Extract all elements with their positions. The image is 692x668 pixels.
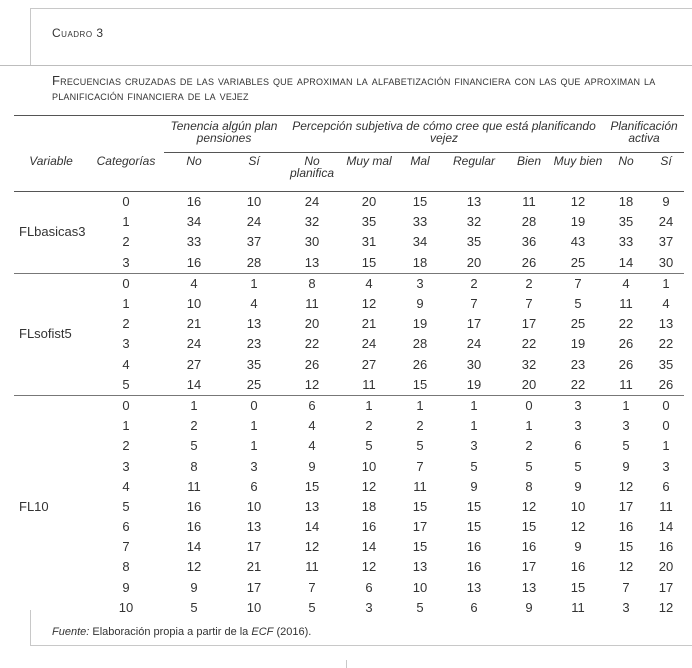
frequency-cell: 2: [416, 418, 424, 434]
frequency-cell: 26: [521, 254, 537, 270]
source-note: [52, 626, 311, 638]
frequency-cell: 12: [570, 194, 586, 210]
table-row: [14, 212, 684, 232]
frequency-cell: 7: [525, 296, 533, 312]
frequency-cell: 5: [622, 438, 630, 454]
frequency-cell: 12: [521, 498, 537, 514]
frequency-cell: 1: [662, 438, 670, 454]
frequency-cell: 10: [361, 458, 377, 474]
frequency-cell: 16: [466, 539, 482, 555]
frequency-cell: 1: [340, 395, 398, 416]
category-cell: 0: [122, 194, 130, 210]
table-label-prefix: Cuadro: [52, 26, 93, 40]
frequency-cell: 11: [305, 559, 319, 575]
frequency-cell: 12: [361, 296, 377, 312]
category-cell: 9: [122, 579, 130, 595]
frequency-cell: 11: [413, 478, 427, 494]
frequency-cell: 11: [362, 376, 376, 392]
frequency-cell: 1: [648, 273, 684, 294]
variable-name: FLsofist5: [14, 273, 88, 395]
table-row: [14, 436, 684, 456]
table-row: [14, 557, 684, 577]
frequency-cell: 5: [574, 458, 582, 474]
frequency-cell: 11: [187, 478, 201, 494]
frequency-cell: 13: [466, 579, 482, 595]
frequency-cell: 5: [190, 438, 198, 454]
frame-bottom-tick: [346, 660, 347, 668]
frequency-cell: 5: [470, 458, 478, 474]
frequency-cell: 16: [186, 498, 202, 514]
frequency-cell: 12: [658, 599, 674, 615]
frequency-cell: 3: [398, 273, 442, 294]
table-row: [14, 477, 684, 497]
col-header: No: [604, 153, 648, 192]
category-cell: 1: [122, 296, 130, 312]
frequency-cell: 11: [305, 296, 319, 312]
table-row: [14, 314, 684, 334]
frequency-cell: 12: [304, 539, 320, 555]
frequency-cell: 4: [604, 273, 648, 294]
frequency-cell: 4: [308, 418, 316, 434]
frequency-cell: 6: [284, 395, 340, 416]
table-row: [14, 598, 684, 618]
frequency-cell: 18: [412, 254, 428, 270]
table-row: [14, 537, 684, 557]
frequency-cell: 22: [658, 336, 674, 352]
frequency-cell: 11: [571, 599, 585, 615]
frequency-cell: 17: [521, 316, 537, 332]
frequency-cell: 30: [466, 356, 482, 372]
col-header: No: [164, 153, 224, 192]
frequency-cell: 15: [412, 539, 428, 555]
table-body: [14, 192, 684, 618]
frequency-cell: 12: [570, 519, 586, 535]
frequency-cell: 16: [618, 519, 634, 535]
frequency-cell: 26: [304, 356, 320, 372]
frequency-cell: 10: [246, 599, 262, 615]
frequency-cell: 9: [308, 458, 316, 474]
frequency-cell: 12: [618, 559, 634, 575]
frequency-cell: 13: [304, 254, 320, 270]
frequency-cell: 30: [658, 254, 674, 270]
category-cell: 0: [88, 273, 164, 294]
frequency-cell: 23: [246, 336, 262, 352]
frequency-cell: 35: [618, 214, 634, 230]
table-row: [14, 578, 684, 598]
frequency-cell: 33: [186, 234, 202, 250]
frequency-cell: 1: [525, 418, 533, 434]
table-row: [14, 273, 684, 294]
frequency-cell: 35: [466, 234, 482, 250]
col-header: Muy mal: [340, 153, 398, 192]
table-row: [14, 232, 684, 252]
frequency-cell: 3: [662, 458, 670, 474]
frequency-cell: 1: [470, 418, 478, 434]
frequency-cell: 24: [658, 214, 674, 230]
frequency-cell: 14: [186, 539, 202, 555]
frequency-cell: 1: [398, 395, 442, 416]
table-row: [14, 395, 684, 416]
table-row: [14, 416, 684, 436]
group-header-pension: Tenencia algún plan pensiones: [164, 116, 284, 153]
group-header-row: [14, 116, 684, 153]
frequency-cell: 24: [304, 194, 320, 210]
frequency-cell: 10: [246, 194, 262, 210]
category-cell: 6: [122, 519, 130, 535]
frequency-cell: 11: [619, 296, 633, 312]
frequency-cell: 0: [662, 418, 670, 434]
frequency-cell: 10: [412, 579, 428, 595]
frequency-cell: 24: [361, 336, 377, 352]
frequency-cell: 21: [246, 559, 262, 575]
frequency-cell: 1: [164, 395, 224, 416]
frequency-cell: 8: [284, 273, 340, 294]
frequency-cell: 1: [250, 438, 258, 454]
frequency-cell: 13: [521, 579, 537, 595]
frequency-cell: 15: [412, 194, 428, 210]
frequency-cell: 4: [662, 296, 670, 312]
frequency-cell: 43: [570, 234, 586, 250]
frequency-cell: 18: [361, 498, 377, 514]
frame-bottom-rule: [30, 645, 692, 646]
frequency-cell: 22: [570, 376, 586, 392]
frequency-cell: 9: [662, 194, 670, 210]
table-row: [14, 334, 684, 354]
frequency-cell: 25: [570, 254, 586, 270]
frequency-cell: 6: [470, 599, 478, 615]
frequency-cell: 28: [521, 214, 537, 230]
column-header-row: [14, 153, 684, 192]
frequency-cell: 6: [250, 478, 258, 494]
frequency-cell: 21: [186, 316, 202, 332]
frequency-cell: 11: [619, 376, 633, 392]
group-header-perception: Percepción subjetiva de cómo cree que está planificando vejez: [284, 116, 604, 153]
frequency-cell: 20: [521, 376, 537, 392]
frequency-cell: 37: [246, 234, 262, 250]
frequency-cell: 19: [570, 214, 586, 230]
frequency-cell: 15: [466, 498, 482, 514]
frame-title-rule: [0, 65, 692, 66]
frequency-cell: 3: [552, 395, 604, 416]
frequency-cell: 28: [412, 336, 428, 352]
frequency-cell: 4: [340, 273, 398, 294]
frequency-cell: 20: [658, 559, 674, 575]
frequency-cell: 25: [570, 316, 586, 332]
frequency-cell: 19: [466, 376, 482, 392]
frequency-cell: 10: [186, 296, 202, 312]
variable-name: FL10: [14, 395, 88, 618]
frequency-cell: 16: [570, 559, 586, 575]
frequency-cell: 31: [361, 234, 377, 250]
frequency-cell: 34: [186, 214, 202, 230]
frequency-cell: 25: [246, 376, 262, 392]
frequency-cell: 17: [658, 579, 674, 595]
frequency-cell: 18: [618, 194, 634, 210]
frequency-cell: 36: [521, 234, 537, 250]
frequency-cell: 23: [570, 356, 586, 372]
frequency-cell: 22: [521, 336, 537, 352]
frequency-cell: 15: [466, 519, 482, 535]
frequency-cell: 1: [442, 395, 506, 416]
frequency-cell: 5: [416, 438, 424, 454]
category-cell: 1: [122, 418, 130, 434]
frequency-cell: 4: [308, 438, 316, 454]
frequency-cell: 0: [506, 395, 552, 416]
source-ref: ECF: [251, 626, 274, 638]
frequency-cell: 6: [662, 478, 670, 494]
frequency-cell: 2: [525, 438, 533, 454]
frequency-cell: 5: [416, 599, 424, 615]
frequency-cell: 4: [164, 273, 224, 294]
frequency-cell: 17: [618, 498, 634, 514]
frequency-cell: 7: [308, 579, 316, 595]
frequency-cell: 19: [412, 316, 428, 332]
frequency-cell: 14: [618, 254, 634, 270]
frequency-cell: 9: [470, 478, 478, 494]
table-row: [14, 355, 684, 375]
table-row: [14, 375, 684, 396]
frequency-cell: 10: [246, 498, 262, 514]
frequency-cell: 14: [186, 376, 202, 392]
frequency-cell: 22: [618, 316, 634, 332]
frequency-cell: 3: [470, 438, 478, 454]
frequency-cell: 32: [521, 356, 537, 372]
frequency-table: [14, 115, 684, 618]
frequency-cell: 2: [506, 273, 552, 294]
frequency-cell: 1: [250, 418, 258, 434]
frequency-cell: 17: [246, 579, 262, 595]
frequency-cell: 5: [525, 458, 533, 474]
table-row: [14, 294, 684, 314]
frequency-cell: 16: [186, 254, 202, 270]
col-header: Bien: [506, 153, 552, 192]
frequency-cell: 17: [521, 559, 537, 575]
frequency-cell: 9: [574, 539, 582, 555]
frequency-cell: 9: [574, 478, 582, 494]
frequency-cell: 3: [250, 458, 258, 474]
col-header: Regular: [442, 153, 506, 192]
category-cell: 4: [122, 478, 130, 494]
frequency-cell: 7: [416, 458, 424, 474]
frequency-cell: 12: [186, 559, 202, 575]
table-row: [14, 517, 684, 537]
frequency-cell: 3: [365, 599, 373, 615]
frequency-cell: 1: [604, 395, 648, 416]
frequency-cell: 8: [525, 478, 533, 494]
frequency-cell: 15: [521, 519, 537, 535]
source-label: Fuente:: [52, 626, 90, 638]
frequency-cell: 30: [304, 234, 320, 250]
frequency-cell: 32: [304, 214, 320, 230]
frequency-cell: 13: [412, 559, 428, 575]
frequency-cell: 5: [365, 438, 373, 454]
category-cell: 5: [122, 498, 130, 514]
category-cell: 10: [118, 599, 134, 615]
frequency-cell: 16: [361, 519, 377, 535]
frequency-cell: 26: [658, 376, 674, 392]
category-cell: 5: [122, 376, 130, 392]
group-header-empty: [14, 116, 164, 153]
category-cell: 2: [122, 438, 130, 454]
frequency-cell: 2: [365, 418, 373, 434]
frequency-cell: 15: [361, 254, 377, 270]
frequency-cell: 16: [521, 539, 537, 555]
category-cell: 8: [122, 559, 130, 575]
frequency-cell: 13: [466, 194, 482, 210]
table-row: [14, 497, 684, 517]
frequency-cell: 26: [618, 336, 634, 352]
frequency-cell: 3: [622, 418, 630, 434]
frequency-cell: 12: [361, 478, 377, 494]
frequency-cell: 33: [412, 214, 428, 230]
frequency-cell: 7: [470, 296, 478, 312]
table-row: [14, 192, 684, 213]
category-cell: 0: [88, 395, 164, 416]
frequency-cell: 32: [466, 214, 482, 230]
frequency-cell: 2: [442, 273, 506, 294]
frequency-cell: 35: [658, 356, 674, 372]
frequency-cell: 27: [186, 356, 202, 372]
frequency-cell: 24: [466, 336, 482, 352]
frequency-cell: 5: [574, 296, 582, 312]
frequency-cell: 34: [412, 234, 428, 250]
frequency-cell: 1: [224, 273, 284, 294]
frequency-cell: 7: [622, 579, 630, 595]
frequency-cell: 14: [304, 519, 320, 535]
frequency-cell: 6: [365, 579, 373, 595]
frequency-cell: 27: [361, 356, 377, 372]
col-header: Muy bien: [552, 153, 604, 192]
frequency-cell: 16: [186, 194, 202, 210]
col-header: Variable: [14, 153, 88, 192]
frequency-cell: 9: [622, 458, 630, 474]
category-cell: 7: [122, 539, 130, 555]
frequency-cell: 4: [250, 296, 258, 312]
frequency-cell: 20: [361, 194, 377, 210]
frequency-cell: 15: [412, 498, 428, 514]
frequency-cell: 13: [658, 316, 674, 332]
frequency-cell: 26: [412, 356, 428, 372]
source-year: (2016).: [276, 626, 312, 638]
table-title: Frecuencias cruzadas de las variables que aproximan la alfabetización financiera con las que aproximan la planificación financiera de la vejez: [52, 73, 656, 103]
frequency-cell: 6: [574, 438, 582, 454]
category-cell: 4: [122, 356, 130, 372]
frequency-cell: 15: [618, 539, 634, 555]
frequency-cell: 14: [658, 519, 674, 535]
frequency-cell: 13: [246, 316, 262, 332]
frequency-cell: 9: [416, 296, 424, 312]
frequency-cell: 26: [618, 356, 634, 372]
frequency-cell: 20: [304, 316, 320, 332]
frequency-cell: 17: [412, 519, 428, 535]
frequency-cell: 24: [186, 336, 202, 352]
frequency-cell: 12: [361, 559, 377, 575]
frequency-cell: 5: [190, 599, 198, 615]
frequency-cell: 5: [308, 599, 316, 615]
frequency-cell: 3: [574, 418, 582, 434]
frequency-cell: 21: [361, 316, 377, 332]
frequency-cell: 17: [246, 539, 262, 555]
frequency-cell: 14: [361, 539, 377, 555]
frequency-cell: 2: [190, 418, 198, 434]
frequency-cell: 33: [618, 234, 634, 250]
frame-top-rule: [30, 8, 692, 9]
frequency-cell: 22: [304, 336, 320, 352]
frequency-cell: 10: [570, 498, 586, 514]
col-header: Categorías: [88, 153, 164, 192]
frequency-cell: 15: [304, 478, 320, 494]
frequency-cell: 13: [246, 519, 262, 535]
group-header-active-planning: Planificación activa: [604, 116, 684, 153]
col-header: No planifica: [284, 153, 340, 192]
frequency-cell: 12: [304, 376, 320, 392]
table-row: [14, 456, 684, 476]
category-cell: 1: [122, 214, 130, 230]
table-label-number: 3: [96, 26, 104, 40]
col-header: Sí: [648, 153, 684, 192]
frame-left-rule: [30, 8, 31, 66]
frequency-cell: 8: [190, 458, 198, 474]
frequency-cell: 20: [466, 254, 482, 270]
frequency-cell: 0: [648, 395, 684, 416]
category-cell: 2: [122, 316, 130, 332]
frequency-cell: 7: [552, 273, 604, 294]
col-header: Mal: [398, 153, 442, 192]
frequency-cell: 12: [618, 478, 634, 494]
frequency-cell: 35: [246, 356, 262, 372]
frequency-cell: 9: [525, 599, 533, 615]
frequency-cell: 24: [246, 214, 262, 230]
frequency-cell: 16: [658, 539, 674, 555]
frequency-cell: 15: [570, 579, 586, 595]
source-text: Elaboración propia a partir de la: [92, 626, 249, 638]
frequency-cell: 28: [246, 254, 262, 270]
category-cell: 3: [122, 458, 130, 474]
table-label: [52, 26, 104, 40]
frequency-cell: 37: [658, 234, 674, 250]
variable-name: FLbasicas3: [19, 224, 86, 240]
frequency-cell: 35: [361, 214, 377, 230]
frequency-cell: 11: [522, 194, 536, 210]
frequency-cell: 3: [622, 599, 630, 615]
category-cell: 2: [122, 234, 130, 250]
frequency-cell: 9: [190, 579, 198, 595]
frequency-cell: 13: [304, 498, 320, 514]
category-cell: 3: [122, 254, 130, 270]
col-header: Sí: [224, 153, 284, 192]
frequency-cell: 11: [659, 498, 673, 514]
category-cell: 3: [122, 336, 130, 352]
frequency-cell: 16: [186, 519, 202, 535]
frequency-cell: 16: [466, 559, 482, 575]
frequency-cell: 0: [224, 395, 284, 416]
frequency-cell: 15: [412, 376, 428, 392]
table-row: [14, 253, 684, 274]
frequency-cell: 17: [466, 316, 482, 332]
frequency-cell: 19: [570, 336, 586, 352]
